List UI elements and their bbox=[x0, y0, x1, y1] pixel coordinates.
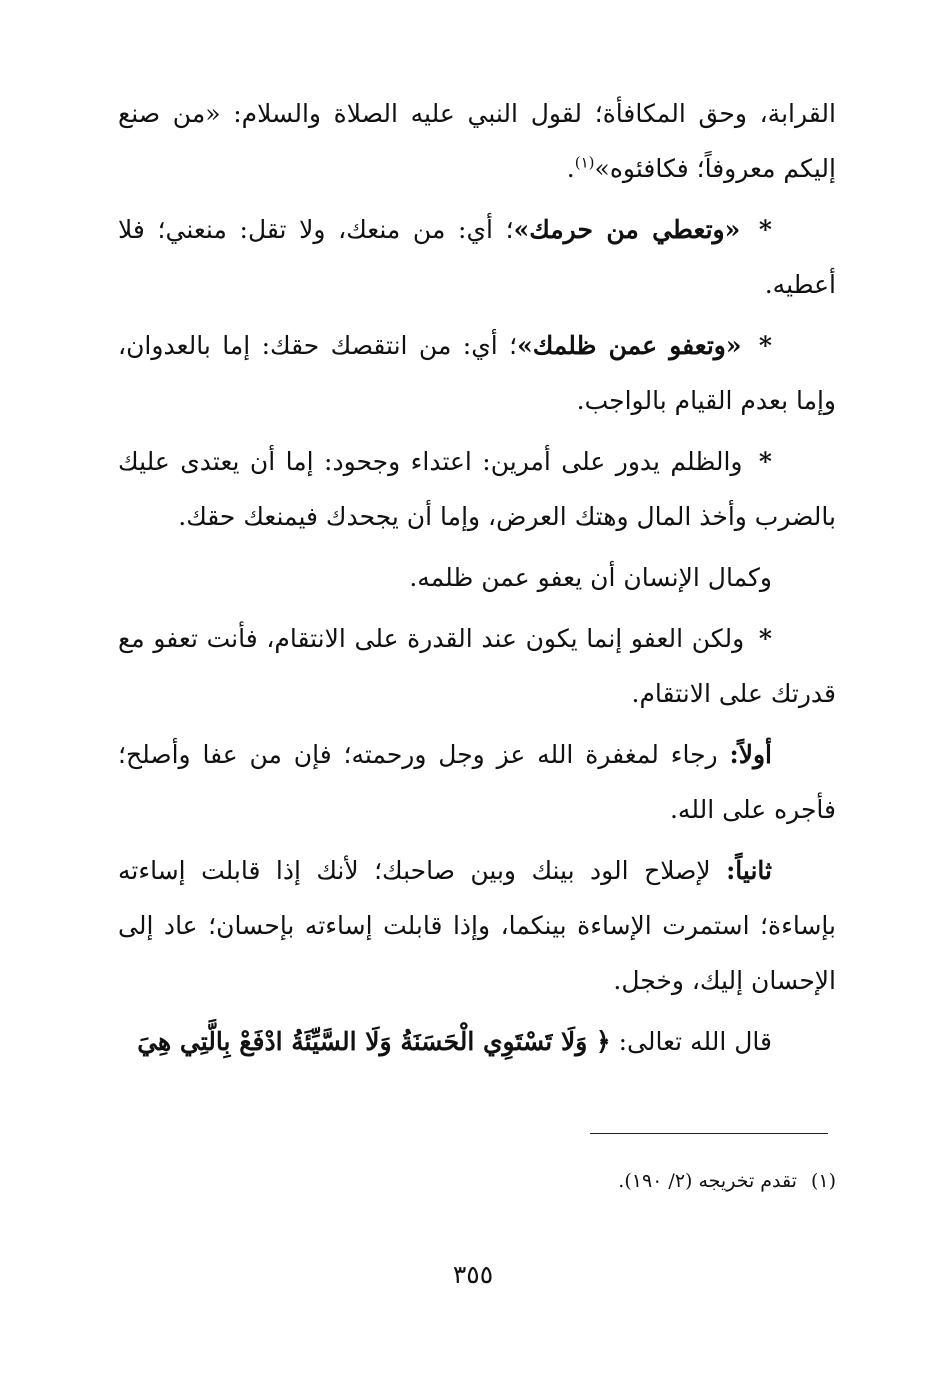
star-bullet: * bbox=[758, 331, 772, 360]
paragraph-1 bbox=[118, 86, 836, 196]
footnote-number: (١) bbox=[810, 1170, 836, 1192]
star-bullet: * bbox=[758, 624, 772, 653]
footnote-text: تقدم تخريجه (٢/ ١٩٠). bbox=[618, 1170, 797, 1192]
quran-verse: ﴿ وَلَا تَسْتَوِي الْحَسَنَةُ وَلَا السَّيِّئَةُ ادْفَعْ بِالَّتِي هِيَ bbox=[137, 1027, 611, 1056]
paragraph-3 bbox=[118, 318, 836, 428]
paragraph-1-text: القرابة، وحق المكافأة؛ لقول النبي عليه الصلاة والسلام: «من صنع إليكم معروفاً؛ فكافئوه» bbox=[118, 99, 836, 183]
paragraph-2 bbox=[118, 202, 836, 312]
footnote-separator bbox=[590, 1133, 828, 1134]
quran-paragraph bbox=[118, 1014, 836, 1069]
paragraph-8 bbox=[118, 843, 836, 1008]
footnote-marker: (١) bbox=[574, 153, 595, 172]
paragraph-7 bbox=[118, 727, 836, 837]
paragraph-2-lead: «وتعطي من حرمك» bbox=[513, 215, 741, 244]
main-text bbox=[118, 86, 836, 1075]
star-bullet: * bbox=[758, 215, 772, 244]
paragraph-7-lead: أولاً: bbox=[729, 740, 772, 769]
paragraph-8-text: لإصلاح الود بينك وبين صاحبك؛ لأنك إذا قابلت إساءته بإساءة؛ استمرت الإساءة بينكما، وإذا قابلت إساءته بإحسان؛ عاد إلى الإحسان إليك، وخجل. bbox=[118, 856, 836, 995]
paragraph-5-text: وكمال الإنسان أن يعفو عمن ظلمه. bbox=[409, 563, 772, 592]
paragraph-6 bbox=[118, 611, 836, 721]
paragraph-3-lead: «وتعفو عمن ظلمك» bbox=[517, 331, 742, 360]
quran-intro: قال الله تعالى: bbox=[618, 1027, 772, 1056]
star-bullet: * bbox=[758, 447, 772, 476]
paragraph-4-text: والظلم يدور على أمرين: اعتداء وجحود: إما أن يعتدى عليك بالضرب وأخذ المال وهتك العرض، وإما أن يجحدك فيمنعك حقك. bbox=[118, 447, 836, 531]
paragraph-8-lead: ثانياً: bbox=[726, 856, 772, 885]
paragraph-6-text: ولكن العفو إنما يكون عند القدرة على الانتقام، فأنت تعفو مع قدرتك على الانتقام. bbox=[118, 624, 836, 708]
footnote bbox=[400, 1166, 836, 1196]
paragraph-7-text: رجاء لمغفرة الله عز وجل ورحمته؛ فإن من عفا وأصلح؛ فأجره على الله. bbox=[118, 740, 836, 824]
paragraph-3-text: ؛ أي: من انتقصك حقك: إما بالعدوان، وإما بعدم القيام بالواجب. bbox=[118, 331, 836, 415]
paragraph-1-tail: . bbox=[566, 154, 575, 183]
paragraph-2-text: ؛ أي: من منعك، ولا تقل: منعني؛ فلا أعطيه. bbox=[118, 215, 836, 299]
page-number: ٣٥٥ bbox=[452, 1260, 494, 1289]
paragraph-4 bbox=[118, 434, 836, 544]
paragraph-5 bbox=[118, 550, 836, 605]
